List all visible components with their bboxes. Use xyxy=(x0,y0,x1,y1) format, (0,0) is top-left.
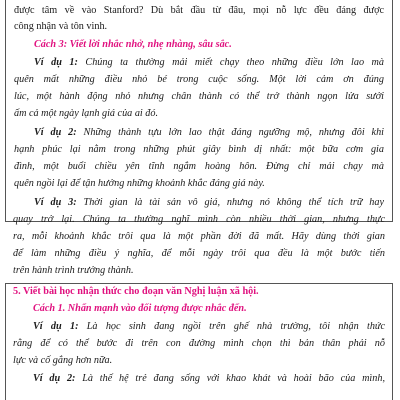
example-first-line xyxy=(5,372,393,386)
example-line: hạnh phúc lại nằm trong những phút giây bình dị nhất: một bữa cơm gia xyxy=(14,144,384,155)
example-text: Chúng ta thường mải miết chạy theo những điều lớn lao mà xyxy=(77,57,385,68)
section-heading: Cách 3: Viết lời nhắc nhở, nhẹ nhàng, sâu sắc. xyxy=(34,39,232,50)
example-text: Thời gian là tài sản vô giá, nhưng nó không thể tích trữ hay xyxy=(76,197,385,208)
example-line: để làm những điều ý nghĩa, để mỗi ngày trôi qua đều là một bước tiến xyxy=(13,248,385,259)
example-line: quên ngồi lại để tận hưởng những khoảnh khắc đáng giá này. xyxy=(14,178,265,189)
example-line: rằng để có thể bước đi trên con đường mình chọn thì bản thân phải nỗ xyxy=(13,338,385,349)
example-label: Ví dụ 2: xyxy=(33,373,76,384)
bottom-cell-lines xyxy=(5,283,393,400)
method-heading: Cách 1. Nhấn mạnh vào đối tượng được nhắc đến. xyxy=(33,303,247,314)
example-line: ấm cả một ngày lạnh giá của ai đó. xyxy=(14,108,159,119)
example-line: lúc, một hành động nhỏ nhưng chân thành có thể trở thành ngọn lửa sưởi xyxy=(14,91,384,102)
intro-line: công nhận và tôn vinh. xyxy=(14,21,108,32)
example-line: quay trở lại. Chúng ta thường nghĩ mình còn nhiều thời gian, nhưng thực xyxy=(13,214,385,225)
example-label: Ví dụ 1: xyxy=(33,321,79,332)
section-heading: 5. Viết bài học nhận thức cho đoạn văn Nghị luận xã hội. xyxy=(13,286,259,297)
example-label: Ví dụ 1: xyxy=(34,57,78,68)
top-cell-continuation xyxy=(5,0,393,324)
example-line: ra, mỗi khoảnh khắc trôi qua là một phần đời đã mất. Hãy dùng thời gian xyxy=(13,231,385,242)
example-line: quên mất những điều nhỏ bé trong cuộc sống. Một lời cảm ơn đúng xyxy=(14,74,384,85)
example-label: Ví dụ 3: xyxy=(34,197,77,208)
example-label: Ví dụ 2: xyxy=(34,127,77,138)
example-text: Là học sinh đang ngồi trên ghế nhà trường, tôi nhận thức xyxy=(78,321,385,332)
example-text: Là thế hệ trẻ đang sống với khao khát và hoài bão của mình, xyxy=(75,373,386,384)
intro-line: được tâm về vào Stanford? Dù bắt đầu từ đâu, mọi nỗ lực đều đáng được xyxy=(14,5,384,16)
example-line: trên hành trình trưởng thành. xyxy=(13,265,134,276)
example-line: lực và cố gắng hơn nữa. xyxy=(13,355,113,366)
example-line: đình, một buổi chiều yên tĩnh ngắm hoàng hôn. Đừng chỉ mải chạy mà xyxy=(14,161,384,172)
example-text: Những thành tựu lớn lao thật đáng ngưỡng mộ, nhưng đôi khi xyxy=(76,127,384,138)
